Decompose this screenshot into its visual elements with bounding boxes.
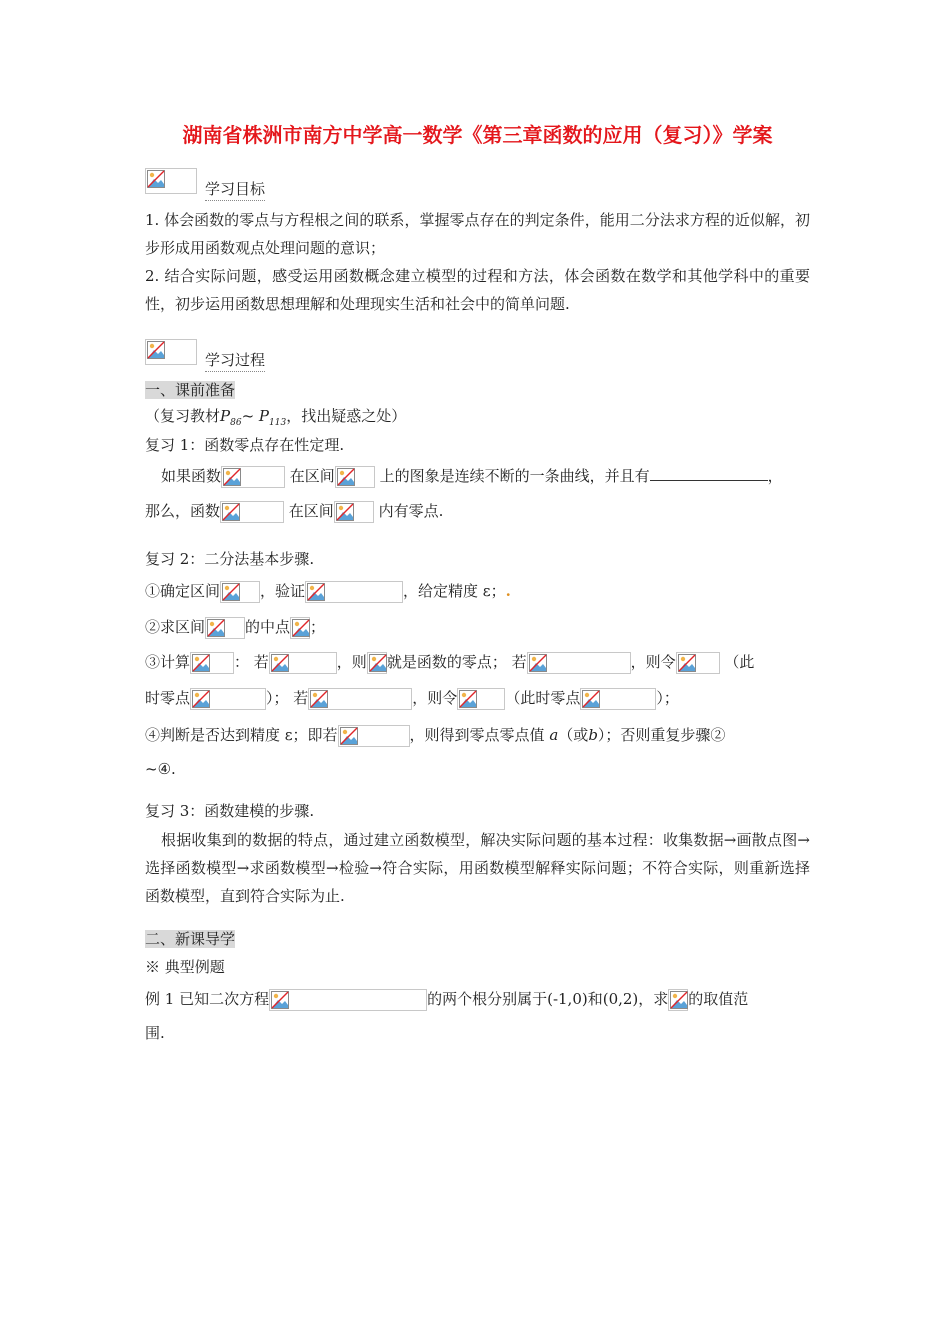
formula-image (668, 989, 688, 1011)
text: ，给定精度 ε； (403, 582, 506, 600)
formula-image (205, 617, 245, 639)
text: 内有零点. (378, 502, 444, 520)
page-title: 湖南省株洲市南方中学高一数学《第三章函数的应用（复习）》学案 (182, 123, 773, 147)
image-placeholder-icon (271, 654, 289, 672)
formula-image (221, 466, 285, 488)
image-placeholder-icon (310, 690, 328, 708)
image-placeholder-icon (192, 654, 210, 672)
image-placeholder-icon (670, 991, 688, 1009)
formula-image (334, 501, 374, 523)
text: ，则令 (630, 653, 676, 671)
image-placeholder-icon (207, 619, 225, 637)
text: 的取值范 (688, 990, 749, 1008)
text: 的两个根分别属于(-1,0)和(0,2)，求 (427, 990, 669, 1008)
image-placeholder-icon (292, 619, 310, 637)
formula-image (269, 989, 427, 1011)
image-placeholder-icon (192, 690, 210, 708)
formula-image (220, 581, 260, 603)
text: 时零点 (145, 689, 191, 707)
goal-2: 2. 结合实际问题，感受运用函数概念建立模型的过程和方法，体会函数在数学和其他学科中的重要性，初步运用函数思想理解和处理现实生活和社会中的简单问题. (145, 267, 810, 313)
typical-examples: ※ 典型例题 (145, 958, 225, 976)
image-placeholder-icon (147, 341, 165, 359)
image-placeholder-icon (271, 991, 289, 1009)
step-3-line-2 (145, 687, 679, 710)
formula-image (338, 725, 410, 747)
formula-image (190, 688, 266, 710)
image-placeholder-icon (459, 690, 477, 708)
text: ， (767, 467, 783, 485)
text: 86 (230, 418, 242, 428)
step-2 (145, 616, 325, 639)
image-placeholder-icon (337, 468, 355, 486)
fill-in-blank (650, 466, 768, 481)
image-placeholder-icon (529, 654, 547, 672)
formula-image (308, 688, 412, 710)
image-placeholder-icon (369, 654, 387, 672)
image-placeholder-icon (336, 503, 354, 521)
formula-image (335, 466, 375, 488)
formula-image (527, 652, 631, 674)
text: ②求区间 (145, 618, 206, 636)
image-placeholder-icon (340, 727, 358, 745)
step-3-line-1 (145, 651, 754, 674)
text: （复习教材 (145, 407, 221, 425)
text: ③计算 (145, 653, 191, 671)
image-placeholder-icon (307, 583, 325, 601)
text: 113 (269, 418, 287, 428)
text: （此时零点 (505, 689, 581, 707)
image-placeholder-icon (222, 503, 240, 521)
text: 上的图象是连续不断的一条曲线，并且有 (379, 467, 650, 485)
text: ~ (241, 407, 255, 425)
process-heading (145, 339, 266, 369)
text: a (549, 726, 559, 744)
example-1-line-2: 围. (145, 1024, 165, 1042)
goals-heading-label: 学习目标 (205, 178, 265, 201)
step-1 (145, 580, 511, 603)
text: 就是函数的零点； 若 (386, 653, 527, 671)
text: （此 (724, 653, 755, 671)
section-2-label: 二、新课导学 (145, 930, 236, 948)
review-1-line-1 (161, 465, 783, 488)
section-1-heading (145, 379, 235, 401)
text: （或 (558, 726, 589, 744)
text: 在区间 (289, 467, 335, 485)
review-3-title: 复习 3：函数建模的步骤. (145, 802, 315, 820)
text: . (505, 582, 511, 600)
review-1-line-2 (145, 500, 443, 523)
step-4-line-2: ~④. (145, 760, 176, 778)
goals-heading (145, 168, 266, 198)
text: P (220, 407, 231, 425)
image-placeholder (145, 168, 197, 194)
text: ，则得到零点零点值 (409, 726, 545, 744)
image-placeholder-icon (222, 583, 240, 601)
review-1-title: 复习 1：函数零点存在性定理. (145, 436, 345, 454)
review-3-text: 根据收集到的数据的特点，通过建立函数模型，解决实际问题的基本过程：收集数据→画散点图→选择函数模型→求函数模型→检验→符合实际，用函数模型解释实际问题；不符合实际，则重新选择函数模型，直到符合实际为止. (145, 831, 810, 905)
text: 那么，函数 (145, 502, 221, 520)
formula-image (290, 617, 310, 639)
formula-image (190, 652, 234, 674)
text: 例 1 已知二次方程 (145, 990, 270, 1008)
example-1-line-1 (145, 988, 748, 1011)
formula-image (305, 581, 403, 603)
text: b (588, 726, 598, 744)
formula-image (580, 688, 656, 710)
text: ）； 若 (266, 689, 309, 707)
step-4-line-1 (145, 724, 725, 747)
text: ，则令 (412, 689, 458, 707)
formula-image (676, 652, 720, 674)
text: ； (310, 618, 326, 636)
image-placeholder-icon (582, 690, 600, 708)
text: P (258, 407, 270, 425)
goal-1: 1. 体会函数的零点与方程根之间的联系，掌握零点存在的判定条件，能用二分法求方程的近似解，初步形成用函数观点处理问题的意识； (145, 211, 810, 257)
image-placeholder (145, 339, 197, 365)
text: ）；否则重复步骤② (597, 726, 726, 744)
text: ，则 (336, 653, 367, 671)
image-placeholder-icon (223, 468, 241, 486)
formula-image (457, 688, 505, 710)
process-heading-label: 学习过程 (205, 349, 265, 372)
image-placeholder-icon (147, 170, 165, 188)
section-1-label: 一、课前准备 (145, 381, 236, 399)
text: 在区间 (288, 502, 334, 520)
text: ： 若 (234, 653, 269, 671)
text: ①确定区间 (145, 582, 221, 600)
review-2-title: 复习 2：二分法基本步骤. (145, 550, 315, 568)
formula-image (367, 652, 387, 674)
text: ，找出疑惑之处） (286, 407, 407, 425)
textbook-line (145, 405, 406, 434)
text: ）； (656, 689, 679, 707)
section-2-heading (145, 928, 235, 950)
text: 的中点 (245, 618, 291, 636)
text: ，验证 (260, 582, 306, 600)
image-placeholder-icon (678, 654, 696, 672)
formula-image (220, 501, 284, 523)
text: ④判断是否达到精度 ε；即若 (145, 726, 338, 744)
text: 如果函数 (161, 467, 222, 485)
formula-image (269, 652, 337, 674)
